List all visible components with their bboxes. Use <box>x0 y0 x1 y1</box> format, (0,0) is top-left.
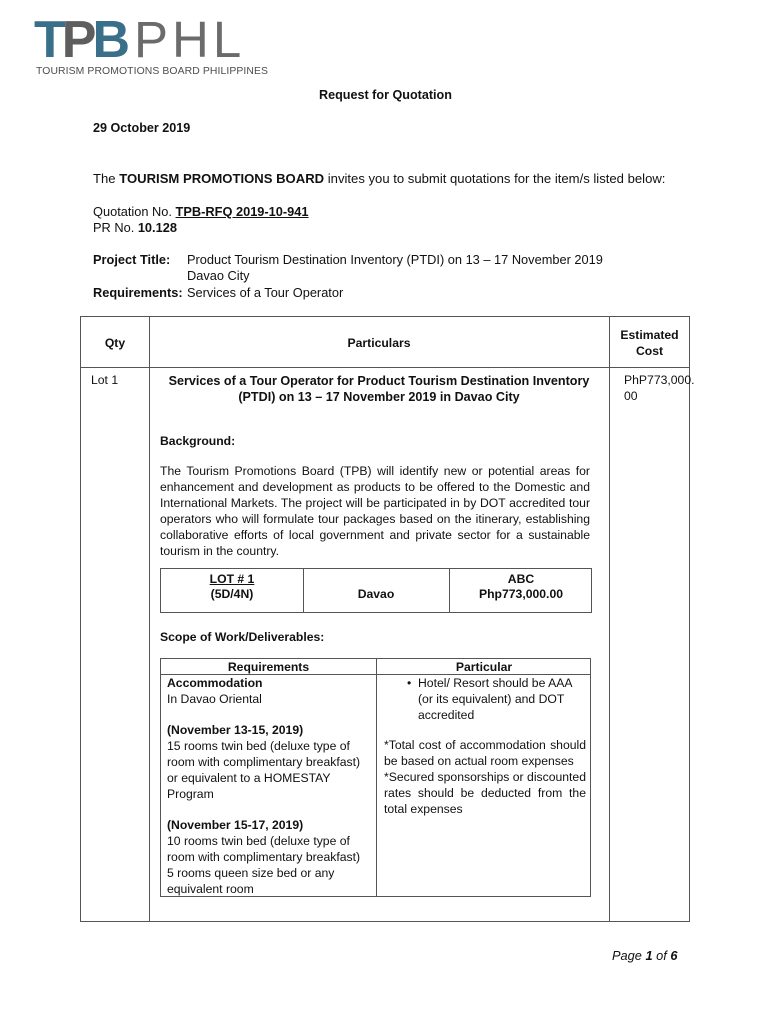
current-page: 1 <box>645 948 653 963</box>
total-pages: 6 <box>670 948 678 963</box>
pr-number: 10.128 <box>137 220 177 235</box>
background-line: collaborative efforts of local government and private sector for a sustainable <box>160 528 590 542</box>
column-header-qty: Qty <box>104 336 126 350</box>
background-line: operators who will formulate tour packages based on the itinerary, establishing <box>160 512 590 526</box>
row-qty: Lot 1 <box>91 373 119 387</box>
tpb-logo <box>34 11 274 78</box>
background-line: The Tourism Promotions Board (TPB) will identify new or potential areas for <box>160 464 590 478</box>
lot-days: (5D/4N) <box>210 587 254 601</box>
project-title-line-1: Product Tourism Destination Inventory (PTDI) on 13 – 17 November 2019 <box>187 252 603 267</box>
note-line: *Secured sponsorships or discounted <box>384 770 586 784</box>
scope-header-particular: Particular <box>455 660 513 674</box>
scope-table <box>160 658 591 897</box>
scope-label: Scope of Work/Deliverables: <box>160 630 325 644</box>
cost-notes <box>384 737 586 817</box>
note-line: rates should be deducted from the <box>384 786 586 800</box>
pr-number-line: PR No. 10.128 <box>93 220 177 235</box>
quotation-number: TPB-RFQ 2019-10-941 <box>175 204 309 219</box>
quotation-table <box>80 316 695 922</box>
period-2-line: 10 rooms twin bed (deluxe type of <box>167 834 350 848</box>
table-header-divider <box>81 367 689 368</box>
bullet-line: Hotel/ Resort should be AAA <box>418 676 573 690</box>
background-line: tourism in the country. <box>160 544 279 558</box>
bullet-item <box>390 675 586 723</box>
project-title-line-2: Davao City <box>187 268 250 283</box>
logo-letter-b: B <box>92 11 127 69</box>
period-1-line: or equivalent to a HOMESTAY <box>167 771 331 785</box>
lot-label: LOT # 1 <box>209 572 255 586</box>
bullet-line: (or its equivalent) and DOT <box>418 692 565 706</box>
period-1-line: 15 rooms twin bed (deluxe type of <box>167 739 350 753</box>
requirements-column <box>167 675 372 897</box>
quotation-number-line: Quotation No. TPB-RFQ 2019-10-941 <box>93 204 309 219</box>
project-title-label: Project Title: <box>93 252 171 267</box>
note-line: total expenses <box>384 802 463 816</box>
abc-label: ABC <box>507 572 535 586</box>
accommodation-heading: Accommodation <box>167 676 263 690</box>
logo-letter-t: T <box>34 11 62 69</box>
period-1-heading: (November 13-15, 2019) <box>167 723 304 737</box>
period-2-heading: (November 15-17, 2019) <box>167 818 304 832</box>
note-line: *Total cost of accommodation should <box>384 738 586 752</box>
column-header-particulars: Particulars <box>347 336 411 350</box>
organization-name: TOURISM PROMOTIONS BOARD <box>119 171 325 186</box>
logo-mark <box>34 11 127 69</box>
logo-letter-p: P <box>61 11 93 69</box>
lot-table <box>160 568 592 613</box>
abc-value: Php773,000.00 <box>478 587 563 601</box>
requirements-label: Requirements: <box>93 285 183 300</box>
table-divider <box>149 317 150 921</box>
period-1-line: Program <box>167 787 214 801</box>
column-header-cost-line-1: Estimated <box>620 328 679 342</box>
scope-header-requirements: Requirements <box>227 660 310 674</box>
column-header-cost-line-2: Cost <box>635 344 664 358</box>
note-line: be based on actual room expenses <box>384 754 574 768</box>
lot-location: Davao <box>357 587 395 601</box>
document-date: 29 October 2019 <box>93 121 191 135</box>
bullet-icon: • <box>407 676 412 690</box>
logo-phl: PHL <box>134 11 246 68</box>
table-divider <box>609 317 610 921</box>
invitation-text: The TOURISM PROMOTIONS BOARD invites you to submit quotations for the item/s listed below: <box>93 171 666 186</box>
document-heading: Request for Quotation <box>319 88 452 102</box>
period-2-line: room with complimentary breakfast) <box>167 850 361 864</box>
background-label: Background: <box>160 434 236 448</box>
background-paragraph <box>160 463 590 559</box>
requirements-value: Services of a Tour Operator <box>187 285 344 300</box>
background-line: International Markets. The project will be participated in by DOT accredited tour <box>160 496 590 510</box>
period-1-line: room with complimentary breakfast) <box>167 755 361 769</box>
accommodation-place: In Davao Oriental <box>167 692 262 706</box>
row-cost-line-2: 00 <box>624 389 638 403</box>
row-title-line-1: Services of a Tour Operator for Product Tourism Destination Inventory <box>168 374 590 388</box>
particular-column <box>384 675 586 817</box>
scope-table-divider <box>376 659 377 896</box>
row-title-line-2: (PTDI) on 13 – 17 November 2019 in Davao City <box>238 390 520 404</box>
period-2-line: equivalent room <box>167 882 254 896</box>
background-line: enhancement and development as products to be offered to the Domestic and <box>160 480 590 494</box>
bullet-line: accredited <box>418 708 475 722</box>
page-number: Page 1 of 6 <box>612 948 678 963</box>
logo-subtitle: TOURISM PROMOTIONS BOARD PHILIPPINES <box>36 66 269 77</box>
period-2-line: 5 rooms queen size bed or any <box>167 866 335 880</box>
row-cost-line-1: PhP773,000. <box>624 373 695 387</box>
